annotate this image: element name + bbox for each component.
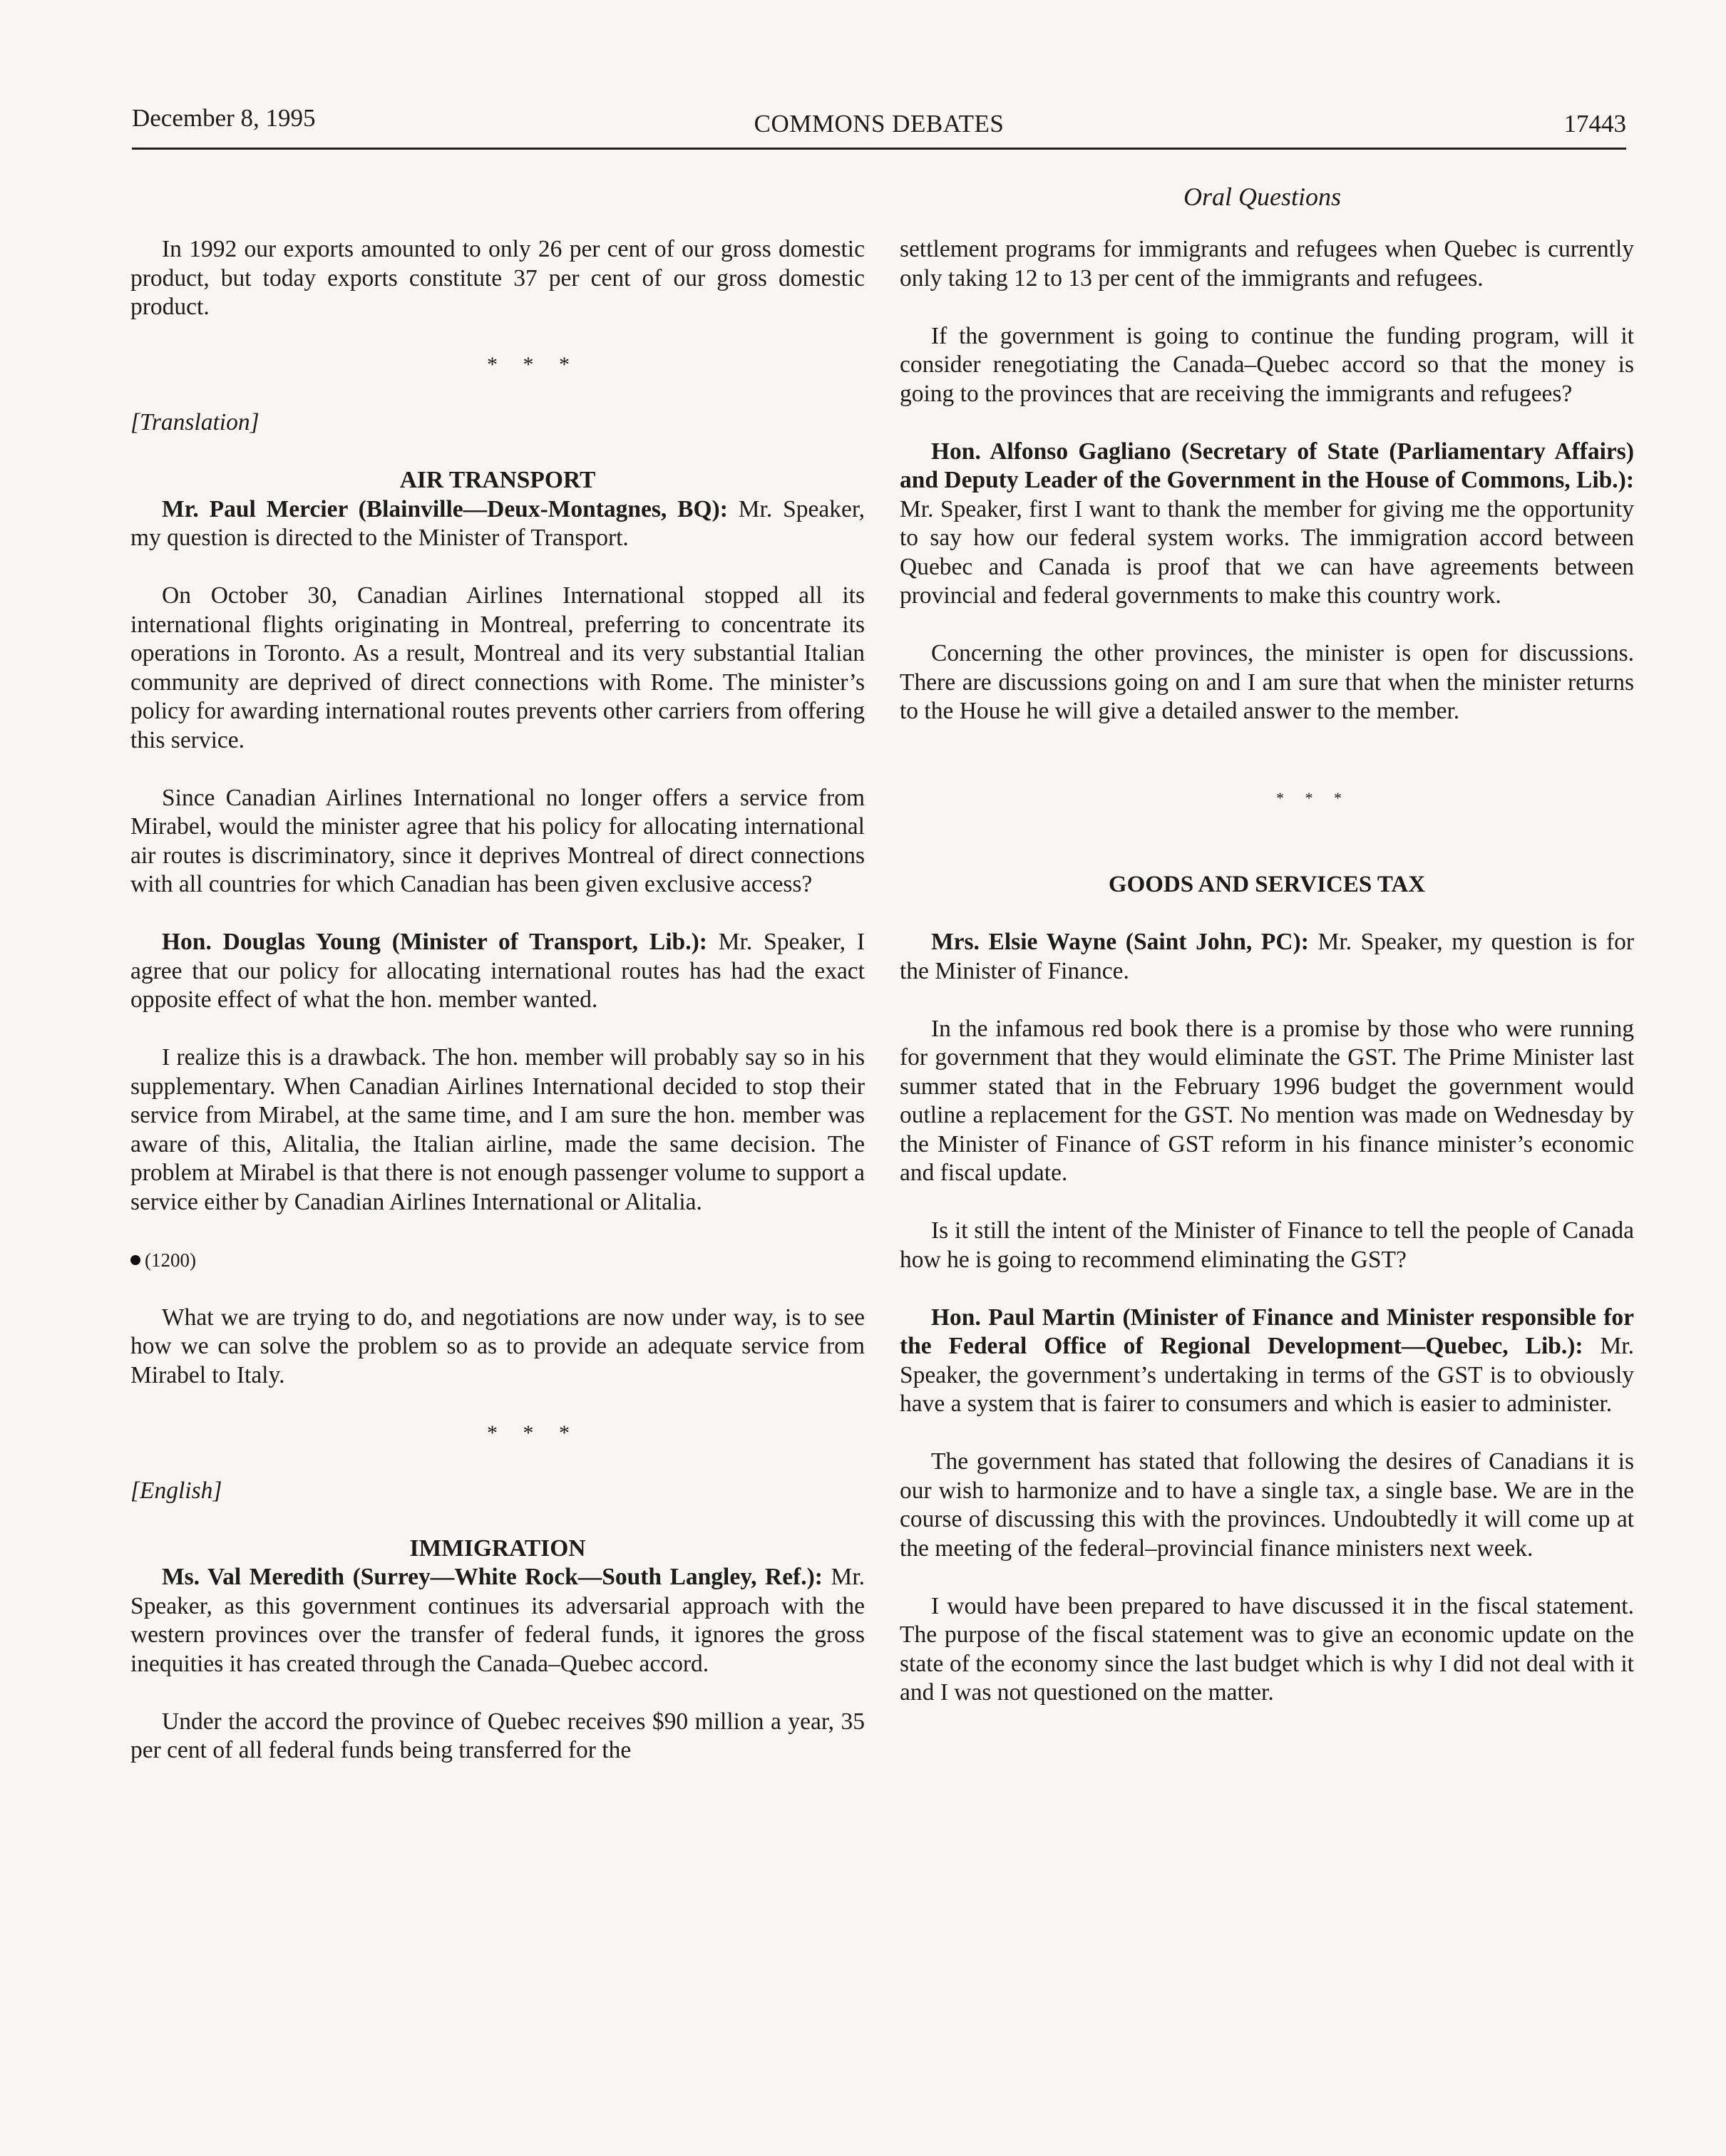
running-header [132,104,1626,148]
speech-text: Mr. Speaker, my question is for the Minister of Finance. [900,929,1635,984]
paragraph-settlement: settlement programs for immigrants and refugees when Quebec is currently only taking 12 to 13 per cent of the immigrants and refugees. [900,236,1634,292]
header-rule [132,148,1626,150]
paragraph-realize: I realize this is a drawback. The hon. member will probably say so in his supplementary. When Canadian Airlines International decided to stop their service from Mirabel, at the same time, and I am sure the hon. member was aware of this, Alitalia, the Italian airline, made the same decision. The problem at Mirabel is that there is not enough passenger volume to support a service either by Canadian Airlines International or Alitalia. [130,1044,865,1215]
paragraph-martin [900,1304,1634,1419]
paragraph-october-30: On October 30, Canadian Airlines International stopped all its international flights originating in Montreal, preferring to concentrate its operations in Toronto. As a result, Montreal and its very substantial Italian community are deprived of direct connections with Rome. The minister’s policy for awarding international routes prevents other carriers from offering this service. [130,582,865,753]
bullet-icon [130,1255,140,1265]
right-column [900,235,1634,1708]
speech-text: Mr. Speaker, the government’s undertaking in terms of the GST is to obviously have a system that is fairer to consumers and which is easier to administer. [900,1333,1634,1417]
page-number: 17443 [1563,110,1626,138]
spacer [900,755,1634,784]
paragraph-red-book: In the infamous red book there is a promise by those who were running for government that they would eliminate the GST. The Prime Minister last summer stated that in the February 1996 budget the government would outline a replacement for the GST. No mention was made on Wednesday by the Minister of Finance of GST reform in his finance minister’s economic and fiscal update. [900,1015,1634,1186]
paragraph-if: If the government is going to continue the funding program, will it consider renegotiating the Canada–Quebec accord so that the money is going to the provinces that are receiving the immigrants and refugees? [900,322,1634,407]
section-label: Oral Questions [1183,182,1341,211]
heading-gst: GOODS AND SERVICES TAX [1108,872,1426,897]
paragraph-prepared: I would have been prepared to have discussed it in the fiscal statement. The purpose of the fiscal statement was to give an economic update on the state of the economy since the last budget which is why I did not deal with it and I was not questioned on the matter. [900,1592,1634,1706]
paragraph-mercier [130,495,865,553]
timestamp [130,1246,865,1275]
heading-immigration: IMMIGRATION [409,1535,586,1562]
speaker-name: Hon. Paul Martin (Minister of Finance and Minister responsible for the Federal Office of Regional Development—Quebec, Lib.): [900,1304,1634,1359]
language-marker: [English] [130,1477,222,1504]
paragraph-young [130,928,865,1015]
paragraph-meredith [130,1563,865,1678]
speaker-name: Ms. Val Meredith (Surrey—White Rock—South Langley, Ref.): [162,1564,823,1590]
paragraph-under-accord: Under the accord the province of Quebec receives $90 million a year, 35 per cent of all federal funds being transferred for the [130,1708,865,1763]
spacer [900,842,1634,871]
paragraph-concerning: Concerning the other provinces, the minister is open for discussions. There are discussions going on and I am sure that when the minister returns to the House he will give a detailed answer to the member. [900,640,1634,724]
paragraph-intent: Is it still the intent of the Minister of Finance to tell the people of Canada how he is going to recommend eliminating the GST? [900,1217,1634,1273]
speaker-name: Hon. Alfonso Gagliano (Secretary of State (Parliamentary Affairs) and Deputy Leader of the Government in the House of Commons, Lib.): [900,438,1634,493]
speaker-name: Hon. Douglas Young (Minister of Transport, Lib.): [162,929,707,955]
heading-air-transport: AIR TRANSPORT [399,467,596,493]
header-title: COMMONS DEBATES [754,110,1005,138]
header-date: December 8, 1995 [132,104,316,132]
language-marker: [Translation] [130,409,260,435]
section-separator: * * * [1276,788,1350,807]
paragraph-wayne [900,928,1634,986]
paragraph-exports: In 1992 our exports amounted to only 26 per cent of our gross domestic product, but today exports constitute 37 per cent of our gross domestic product. [130,236,865,320]
speech-text: Mr. Speaker, I agree that our policy for allocating international routes has had the exact opposite effect of what the hon. member wanted. [130,929,865,1013]
timestamp-text: (1200) [145,1249,196,1271]
speech-text: Mr. Speaker, first I want to thank the member for giving me the opportunity to say how our federal system works. The immigration accord between Quebec and Canada is proof that we can have agreements between provincial and federal governments to make this country work. [900,495,1634,609]
paragraph-gagliano [900,438,1634,611]
section-separator: * * * [487,1420,580,1445]
paragraph-what: What we are trying to do, and negotiations are now under way, is to see how we can solve the problem so as to provide an adequate service from Mirabel to Italy. [130,1304,865,1388]
paragraph-since: Since Canadian Airlines International no longer offers a service from Mirabel, would the minister agree that his policy for allocating international air routes is discriminatory, since it deprives Montreal of direct connections with all countries for which Canadian has been given exclusive access? [130,784,865,897]
speaker-name: Mrs. Elsie Wayne (Saint John, PC): [931,929,1309,955]
paragraph-stated: The government has stated that following the desires of Canadians it is our wish to harmonize and to have a single tax, a single base. We are in the course of discussing this with the provinces. Undoubtedly it will come up at the meeting of the federal–provincial finance ministers next week. [900,1448,1634,1562]
speaker-name: Mr. Paul Mercier (Blainville—Deux-Montagnes, BQ): [162,495,728,522]
speech-text: Mr. Speaker, as this government continues its adversarial approach with the western provinces over the transfer of federal funds, it ignores the gross inequities it has created through the Canada–Quebec accord. [130,1564,865,1677]
left-column [130,235,865,1765]
section-separator: * * * [487,353,580,376]
speech-text: Mr. Speaker, my question is directed to the Minister of Transport. [130,495,865,551]
